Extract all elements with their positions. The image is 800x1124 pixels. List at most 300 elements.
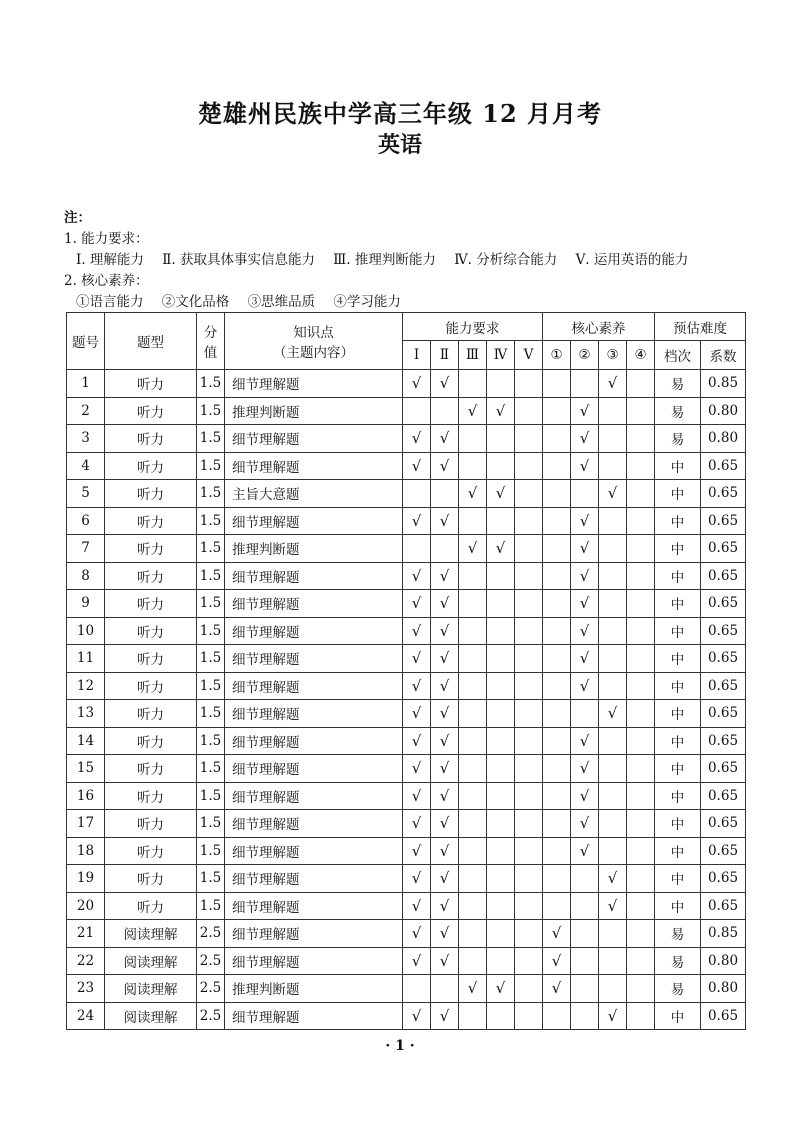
cell-ability — [403, 1002, 431, 1030]
cell-number: 23 — [67, 975, 105, 1003]
cell-type: 听力 — [105, 425, 197, 453]
cell-coefficient: 0.65 — [701, 590, 746, 618]
cell-ability — [487, 1002, 515, 1030]
cell-literacy — [571, 755, 599, 783]
check-mark: √ — [439, 924, 450, 943]
cell-topic: 细节理解题 — [225, 590, 403, 618]
cell-literacy — [571, 975, 599, 1003]
cell-coefficient: 0.65 — [701, 645, 746, 673]
cell-ability — [459, 535, 487, 563]
cell-coefficient: 0.65 — [701, 617, 746, 645]
check-mark: √ — [411, 786, 422, 805]
cell-literacy — [627, 672, 655, 700]
table-row — [67, 507, 746, 535]
cell-literacy — [543, 892, 571, 920]
cell-literacy — [571, 370, 599, 398]
cell-literacy — [627, 1002, 655, 1030]
cell-coefficient: 0.65 — [701, 837, 746, 865]
cell-level: 易 — [655, 370, 701, 398]
cell-ability — [515, 425, 543, 453]
cell-ability — [487, 672, 515, 700]
cell-literacy — [543, 535, 571, 563]
table-row — [67, 700, 746, 728]
cell-literacy — [571, 1002, 599, 1030]
check-mark: √ — [579, 456, 590, 475]
cell-coefficient: 0.65 — [701, 1002, 746, 1030]
cell-ability — [487, 700, 515, 728]
cell-ability — [459, 672, 487, 700]
cell-level: 中 — [655, 837, 701, 865]
cell-ability — [459, 480, 487, 508]
cell-literacy — [627, 397, 655, 425]
cell-level: 中 — [655, 617, 701, 645]
cell-ability — [487, 755, 515, 783]
header-ability-group: 能力要求 — [403, 313, 543, 341]
cell-literacy — [543, 370, 571, 398]
cell-literacy — [571, 590, 599, 618]
cell-number: 15 — [67, 755, 105, 783]
header-score-line1: 分 — [203, 325, 218, 341]
cell-literacy — [599, 755, 627, 783]
cell-ability — [431, 535, 459, 563]
cell-ability — [515, 837, 543, 865]
cell-ability — [459, 590, 487, 618]
table-row — [67, 1002, 746, 1030]
cell-score: 1.5 — [197, 865, 225, 893]
check-mark: √ — [439, 786, 450, 805]
cell-score: 2.5 — [197, 1002, 225, 1030]
cell-literacy — [571, 947, 599, 975]
cell-topic: 细节理解题 — [225, 810, 403, 838]
cell-literacy — [599, 947, 627, 975]
check-mark: √ — [439, 731, 450, 750]
cell-ability — [459, 755, 487, 783]
check-mark: √ — [579, 621, 590, 640]
cell-number: 10 — [67, 617, 105, 645]
header-literacy-col: ② — [571, 341, 599, 370]
check-mark: √ — [411, 814, 422, 833]
cell-literacy — [571, 425, 599, 453]
check-mark: √ — [439, 594, 450, 613]
table-row — [67, 562, 746, 590]
cell-level: 中 — [655, 672, 701, 700]
cell-literacy — [627, 782, 655, 810]
cell-number: 3 — [67, 425, 105, 453]
cell-literacy — [627, 452, 655, 480]
cell-ability — [459, 975, 487, 1003]
check-mark: √ — [439, 511, 450, 530]
check-mark: √ — [411, 731, 422, 750]
cell-literacy — [543, 782, 571, 810]
check-mark: √ — [607, 484, 618, 503]
cell-ability — [431, 562, 459, 590]
check-mark: √ — [411, 649, 422, 668]
cell-ability — [515, 562, 543, 590]
cell-ability — [431, 425, 459, 453]
cell-type: 听力 — [105, 617, 197, 645]
cell-level: 易 — [655, 397, 701, 425]
cell-level: 中 — [655, 535, 701, 563]
cell-ability — [487, 507, 515, 535]
cell-level: 中 — [655, 727, 701, 755]
cell-level: 易 — [655, 920, 701, 948]
table-row — [67, 865, 746, 893]
cell-number: 12 — [67, 672, 105, 700]
cell-literacy — [543, 700, 571, 728]
cell-number: 14 — [67, 727, 105, 755]
cell-score: 1.5 — [197, 892, 225, 920]
cell-level: 中 — [655, 782, 701, 810]
table-row — [67, 975, 746, 1003]
cell-ability — [431, 782, 459, 810]
cell-literacy — [571, 617, 599, 645]
cell-ability — [431, 727, 459, 755]
cell-ability — [403, 782, 431, 810]
cell-level: 中 — [655, 755, 701, 783]
cell-topic: 细节理解题 — [225, 507, 403, 535]
cell-ability — [487, 535, 515, 563]
cell-ability — [403, 672, 431, 700]
check-mark: √ — [467, 484, 478, 503]
cell-number: 21 — [67, 920, 105, 948]
table-row — [67, 837, 746, 865]
cell-score: 1.5 — [197, 425, 225, 453]
cell-score: 1.5 — [197, 617, 225, 645]
table-row — [67, 672, 746, 700]
cell-ability — [431, 617, 459, 645]
header-literacy-col: ④ — [627, 341, 655, 370]
cell-ability — [459, 507, 487, 535]
cell-literacy — [599, 865, 627, 893]
cell-literacy — [627, 975, 655, 1003]
header-ability-col: Ⅰ — [403, 341, 431, 370]
cell-ability — [403, 837, 431, 865]
cell-literacy — [599, 672, 627, 700]
cell-ability — [403, 370, 431, 398]
cell-ability — [431, 480, 459, 508]
cell-coefficient: 0.65 — [701, 700, 746, 728]
cell-type: 听力 — [105, 700, 197, 728]
cell-ability — [403, 535, 431, 563]
cell-level: 中 — [655, 645, 701, 673]
cell-score: 1.5 — [197, 590, 225, 618]
cell-ability — [459, 645, 487, 673]
cell-type: 听力 — [105, 810, 197, 838]
cell-ability — [515, 755, 543, 783]
cell-ability — [431, 370, 459, 398]
cell-level: 中 — [655, 452, 701, 480]
cell-topic: 细节理解题 — [225, 452, 403, 480]
header-number: 题号 — [67, 313, 105, 370]
cell-ability — [403, 810, 431, 838]
cell-ability — [515, 452, 543, 480]
cell-ability — [487, 452, 515, 480]
cell-score: 1.5 — [197, 810, 225, 838]
cell-number: 18 — [67, 837, 105, 865]
cell-ability — [431, 755, 459, 783]
check-mark: √ — [411, 429, 422, 448]
cell-literacy — [599, 370, 627, 398]
cell-literacy — [571, 837, 599, 865]
table-row — [67, 452, 746, 480]
check-mark: √ — [439, 566, 450, 585]
cell-type: 听力 — [105, 480, 197, 508]
header-literacy-col: ③ — [599, 341, 627, 370]
cell-literacy — [571, 700, 599, 728]
check-mark: √ — [411, 924, 422, 943]
cell-coefficient: 0.65 — [701, 452, 746, 480]
cell-literacy — [599, 700, 627, 728]
cell-ability — [431, 452, 459, 480]
cell-literacy — [571, 397, 599, 425]
check-mark: √ — [411, 566, 422, 585]
header-knowledge — [225, 313, 403, 370]
cell-ability — [431, 507, 459, 535]
cell-number: 1 — [67, 370, 105, 398]
header-difficulty-group: 预估难度 — [655, 313, 746, 341]
cell-literacy — [627, 920, 655, 948]
cell-type: 听力 — [105, 535, 197, 563]
cell-ability — [459, 920, 487, 948]
literacy-item: ④学习能力 — [333, 294, 401, 310]
cell-ability — [403, 645, 431, 673]
cell-literacy — [599, 590, 627, 618]
cell-literacy — [599, 507, 627, 535]
cell-literacy — [599, 535, 627, 563]
cell-ability — [515, 947, 543, 975]
table-row — [67, 617, 746, 645]
cell-score: 1.5 — [197, 480, 225, 508]
ability-heading: 1. 能力要求： — [64, 231, 149, 247]
cell-ability — [459, 892, 487, 920]
table-row — [67, 590, 746, 618]
cell-literacy — [543, 865, 571, 893]
cell-ability — [487, 397, 515, 425]
check-mark: √ — [579, 676, 590, 695]
cell-ability — [431, 837, 459, 865]
cell-literacy — [599, 645, 627, 673]
cell-score: 1.5 — [197, 782, 225, 810]
check-mark: √ — [411, 621, 422, 640]
check-mark: √ — [439, 951, 450, 970]
cell-literacy — [543, 590, 571, 618]
check-mark: √ — [411, 759, 422, 778]
check-mark: √ — [579, 759, 590, 778]
cell-level: 中 — [655, 892, 701, 920]
check-mark: √ — [467, 979, 478, 998]
cell-ability — [403, 562, 431, 590]
cell-ability — [459, 810, 487, 838]
check-mark: √ — [439, 676, 450, 695]
check-mark: √ — [411, 841, 422, 860]
cell-ability — [515, 810, 543, 838]
cell-literacy — [543, 672, 571, 700]
cell-literacy — [627, 727, 655, 755]
cell-ability — [515, 397, 543, 425]
table-row — [67, 425, 746, 453]
cell-topic: 推理判断题 — [225, 975, 403, 1003]
cell-ability — [515, 672, 543, 700]
cell-type: 听力 — [105, 837, 197, 865]
cell-score: 1.5 — [197, 562, 225, 590]
check-mark: √ — [495, 401, 506, 420]
cell-literacy — [627, 370, 655, 398]
check-mark: √ — [579, 511, 590, 530]
cell-literacy — [543, 975, 571, 1003]
cell-coefficient: 0.65 — [701, 755, 746, 783]
cell-score: 1.5 — [197, 755, 225, 783]
cell-ability — [487, 975, 515, 1003]
cell-number: 5 — [67, 480, 105, 508]
table-row — [67, 947, 746, 975]
cell-ability — [459, 397, 487, 425]
cell-type: 听力 — [105, 562, 197, 590]
cell-ability — [403, 700, 431, 728]
cell-number: 24 — [67, 1002, 105, 1030]
cell-number: 9 — [67, 590, 105, 618]
check-mark: √ — [607, 374, 618, 393]
cell-ability — [459, 700, 487, 728]
cell-type: 听力 — [105, 865, 197, 893]
cell-literacy — [599, 617, 627, 645]
check-mark: √ — [579, 566, 590, 585]
cell-coefficient: 0.65 — [701, 782, 746, 810]
ability-item: Ⅴ. 运用英语的能力 — [575, 252, 689, 268]
cell-literacy — [543, 837, 571, 865]
table-row — [67, 727, 746, 755]
cell-ability — [431, 947, 459, 975]
cell-topic: 推理判断题 — [225, 397, 403, 425]
cell-topic: 细节理解题 — [225, 425, 403, 453]
cell-topic: 细节理解题 — [225, 700, 403, 728]
check-mark: √ — [579, 786, 590, 805]
check-mark: √ — [439, 841, 450, 860]
cell-ability — [515, 1002, 543, 1030]
cell-ability — [487, 480, 515, 508]
cell-score: 1.5 — [197, 370, 225, 398]
cell-score: 2.5 — [197, 975, 225, 1003]
cell-topic: 细节理解题 — [225, 370, 403, 398]
cell-literacy — [543, 397, 571, 425]
cell-literacy — [599, 810, 627, 838]
cell-literacy — [599, 782, 627, 810]
cell-type: 听力 — [105, 370, 197, 398]
cell-level: 易 — [655, 975, 701, 1003]
cell-coefficient: 0.85 — [701, 920, 746, 948]
cell-literacy — [571, 535, 599, 563]
check-mark: √ — [467, 401, 478, 420]
cell-ability — [515, 507, 543, 535]
cell-ability — [487, 645, 515, 673]
check-mark: √ — [579, 429, 590, 448]
header-coefficient: 系数 — [701, 341, 746, 370]
cell-literacy — [627, 947, 655, 975]
cell-literacy — [571, 507, 599, 535]
cell-score: 1.5 — [197, 535, 225, 563]
cell-number: 7 — [67, 535, 105, 563]
literacy-item: ①语言能力 — [76, 294, 144, 310]
cell-score: 2.5 — [197, 920, 225, 948]
cell-level: 中 — [655, 810, 701, 838]
cell-type: 听力 — [105, 755, 197, 783]
cell-ability — [403, 397, 431, 425]
cell-ability — [487, 562, 515, 590]
cell-ability — [515, 480, 543, 508]
check-mark: √ — [607, 869, 618, 888]
cell-ability — [403, 480, 431, 508]
cell-type: 听力 — [105, 397, 197, 425]
cell-ability — [515, 590, 543, 618]
cell-topic: 细节理解题 — [225, 1002, 403, 1030]
cell-topic: 细节理解题 — [225, 645, 403, 673]
header-knowledge-line2: （主题内容） — [273, 345, 354, 361]
cell-literacy — [627, 645, 655, 673]
table-body — [67, 370, 746, 1030]
cell-ability — [403, 590, 431, 618]
cell-topic: 细节理解题 — [225, 837, 403, 865]
cell-literacy — [571, 452, 599, 480]
cell-type: 听力 — [105, 892, 197, 920]
cell-ability — [459, 370, 487, 398]
cell-ability — [459, 617, 487, 645]
cell-ability — [487, 370, 515, 398]
cell-literacy — [627, 480, 655, 508]
cell-ability — [487, 727, 515, 755]
cell-ability — [459, 452, 487, 480]
cell-coefficient: 0.65 — [701, 507, 746, 535]
table-row — [67, 370, 746, 398]
cell-ability — [431, 892, 459, 920]
cell-type: 听力 — [105, 727, 197, 755]
cell-ability — [403, 617, 431, 645]
cell-literacy — [571, 645, 599, 673]
cell-ability — [459, 1002, 487, 1030]
page-number: · 1 · — [385, 1038, 415, 1054]
cell-literacy — [543, 507, 571, 535]
cell-literacy — [599, 480, 627, 508]
cell-literacy — [571, 920, 599, 948]
cell-score: 1.5 — [197, 507, 225, 535]
cell-number: 22 — [67, 947, 105, 975]
ability-item: Ⅱ. 获取具体事实信息能力 — [162, 252, 315, 268]
header-literacy-col: ① — [543, 341, 571, 370]
check-mark: √ — [439, 374, 450, 393]
check-mark: √ — [579, 594, 590, 613]
cell-literacy — [543, 755, 571, 783]
cell-literacy — [599, 727, 627, 755]
cell-level: 易 — [655, 947, 701, 975]
cell-type: 阅读理解 — [105, 947, 197, 975]
notes-heading: 注： — [64, 210, 91, 226]
cell-number: 6 — [67, 507, 105, 535]
cell-coefficient: 0.65 — [701, 727, 746, 755]
check-mark: √ — [439, 429, 450, 448]
cell-ability — [459, 782, 487, 810]
table-row — [67, 645, 746, 673]
cell-ability — [459, 562, 487, 590]
cell-literacy — [599, 837, 627, 865]
cell-ability — [515, 865, 543, 893]
cell-literacy — [627, 590, 655, 618]
check-mark: √ — [551, 924, 562, 943]
cell-ability — [431, 645, 459, 673]
table-row — [67, 810, 746, 838]
check-mark: √ — [411, 676, 422, 695]
cell-literacy — [627, 755, 655, 783]
check-mark: √ — [467, 539, 478, 558]
check-mark: √ — [411, 594, 422, 613]
ability-item: Ⅰ. 理解能力 — [76, 252, 144, 268]
